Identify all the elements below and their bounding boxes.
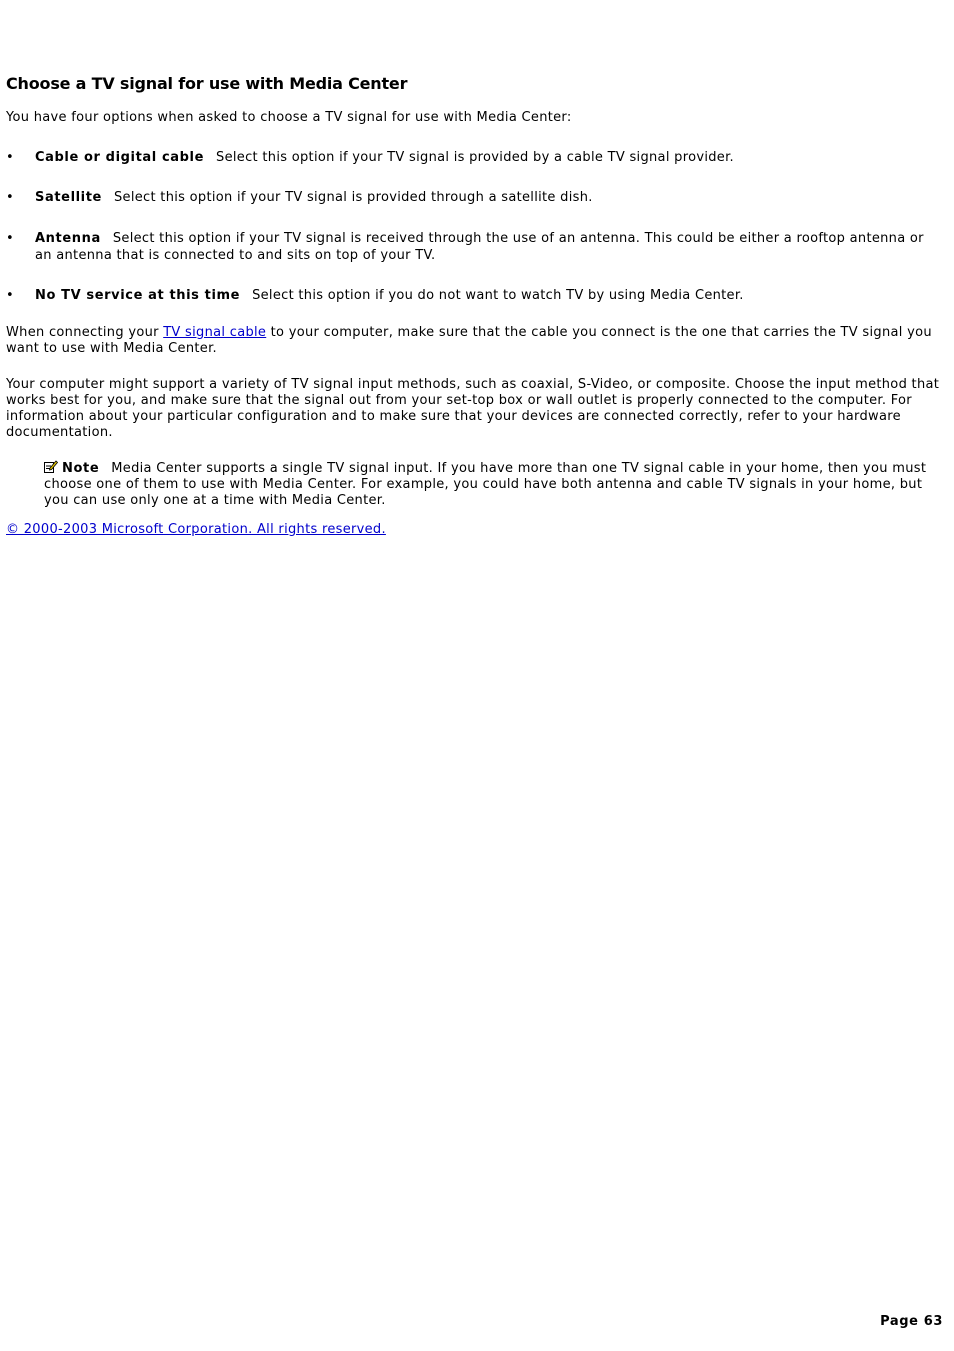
intro-paragraph: You have four options when asked to choose a TV signal for use with Media Center: bbox=[6, 110, 572, 125]
tv-signal-cable-link[interactable]: TV signal cable bbox=[163, 325, 267, 340]
option-term: Antenna bbox=[35, 231, 101, 246]
option-text: Select this option if your TV signal is provided through a satellite dish. bbox=[113, 190, 593, 205]
option-term: Satellite bbox=[35, 190, 102, 205]
note-label: Note bbox=[62, 461, 100, 476]
support-paragraph: Your computer might support a variety of TV signal input methods, such as coaxial, S-Video, or composite. Choose the input method that works best for you, and make sure that the signal out from your set-top box or wall outlet is properly connected to the computer. For information about your particular configuration and to make sure that your devices are connected correctly, refer to your hardware documentation. bbox=[6, 377, 940, 440]
bullet-icon: • bbox=[6, 190, 14, 205]
note-text: Media Center supports a single TV signal input. If you have more than one TV signal cable in your home, then you must choose one of them to use with Media Center. For example, you could have both antenna and cable TV signals in your home, but you can use only one at a time with Media Center. bbox=[44, 461, 927, 508]
note-block bbox=[44, 460, 942, 509]
option-cable bbox=[6, 149, 942, 166]
option-text: Select this option if your TV signal is provided by a cable TV signal provider. bbox=[216, 150, 734, 165]
option-term: No TV service at this time bbox=[35, 288, 241, 303]
option-antenna bbox=[6, 230, 942, 264]
page-number: Page 63 bbox=[880, 1314, 943, 1329]
option-text: Select this option if you do not want to watch TV by using Media Center. bbox=[252, 288, 744, 303]
page-title: Choose a TV signal for use with Media Center bbox=[6, 74, 408, 93]
connect-paragraph bbox=[6, 325, 942, 357]
bullet-icon: • bbox=[6, 231, 14, 246]
connect-text-before: When connecting your bbox=[6, 325, 164, 340]
copyright-link[interactable]: © 2000-2003 Microsoft Corporation. All rights reserved. bbox=[6, 522, 386, 537]
note-pencil-icon bbox=[44, 460, 58, 473]
bullet-icon: • bbox=[6, 150, 14, 165]
option-satellite bbox=[6, 189, 942, 206]
connect-text-after: to your computer, make sure that the cable you connect is the one that carries the TV signal you want to use with Media Center. bbox=[6, 325, 932, 356]
bullet-icon: • bbox=[6, 288, 14, 303]
option-term: Cable or digital cable bbox=[35, 150, 205, 165]
option-no-tv-service bbox=[6, 287, 942, 304]
option-text: Select this option if your TV signal is received through the use of an antenna. This could be either a rooftop antenna or an antenna that is connected to and sits on top of your TV. bbox=[35, 231, 924, 263]
